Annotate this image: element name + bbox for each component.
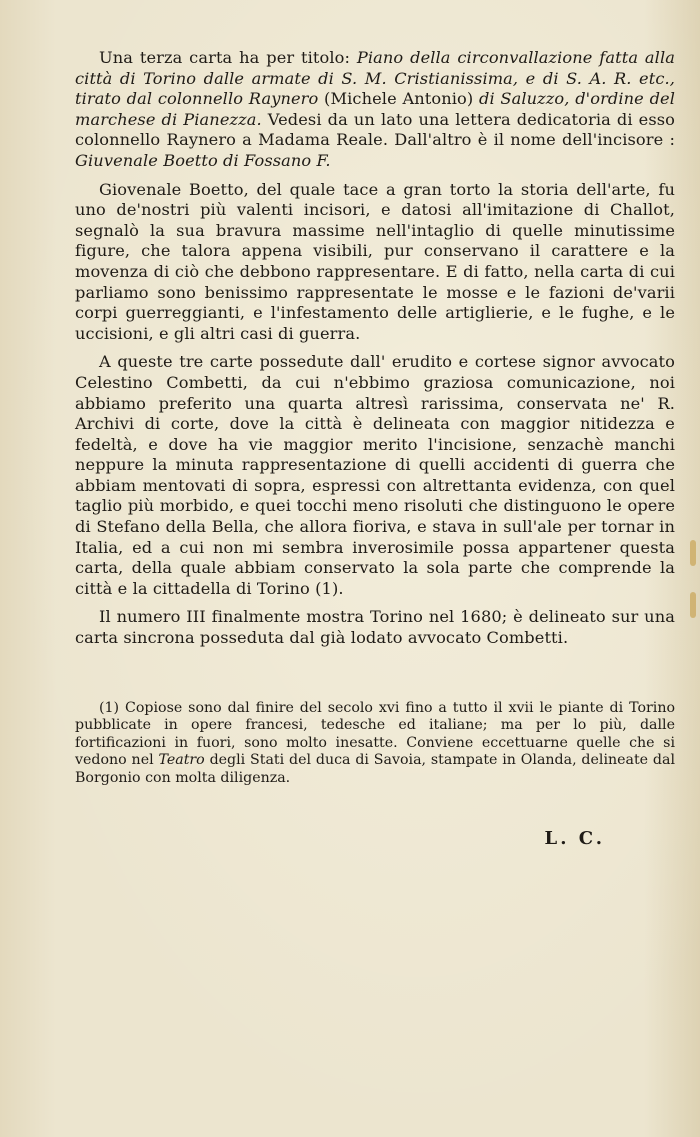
- paragraph-1-segment: Piano della circonvallazione fatta alla città di Torino dalle armate di S. M. Cristianissima, e di S. A. R. etc., tirato dal colonnello Raynero: [75, 48, 675, 109]
- paragraph-4: [75, 607, 675, 648]
- paragraph-1-segment: (Michele Antonio): [318, 89, 479, 109]
- paragraph-3: [75, 352, 675, 599]
- paragraph-1-segment: Una terza carta ha per titolo:: [99, 48, 357, 67]
- paragraph-1-segment: Vedesi da un lato una lettera dedicatoria di esso colonnello Raynero a Madama Reale. Dall'altro è il nome dell'incisore :: [75, 109, 675, 150]
- footnote-segment: (1) Copiose sono dal finire del secolo xvi fino a tutto il xvii le piante di Torino pubblicate in opere francesi, tedesche ed italiane; ma per lo più, dalle fortificazioni in fuori, sono molto inesatte. Conviene eccettuarne quelle che si vedono nel: [75, 700, 675, 769]
- footnote-1: [75, 700, 675, 787]
- paragraph-3-segment: A queste tre carte possedute dall' erudito e cortese signor avvocato Celestino Combetti, da cui n'ebbimo graziosa comunicazione, noi abbiamo preferito una quarta altresì rarissima, conservata ne' R. Archivi di corte, dove la città è delineata con maggior nitidezza e fedeltà, e dove ha vie maggior merito l'incisione, senzachè manchi neppure la minuta rappresentazione di quelli accidenti di guerra che abbiam mentovati di sopra, espressi con altrettanta evidenza, con quel taglio più morbido, e quei tocchi meno risoluti che distinguono le opere di Stefano della Bella, che allora fioriva, e stava in sull'ale per tornar in Italia, ed a cui non mi sembra inverosimile possa appartener questa carta, della quale abbiam conservato la sola parte che comprende la città e la cittadella di Torino (1).: [75, 352, 675, 598]
- page-edge-stain: [690, 540, 696, 566]
- paragraph-2-segment: Giovenale Boetto, del quale tace a gran torto la storia dell'arte, fu uno de'nostri più valenti incisori, e datosi all'imitazione di Challot, segnalò la sua bravura massime nell'intaglio di quelle minutissime figure, che talora appena visibili, pur conservano il carattere e la movenza di ciò che debbono rappresentare. E di fatto, nella carta di cui parliamo sono benissimo rappresentate le mosse e le fazioni de'varii corpi guerreggianti, e l'infestamento delle artiglierie, e le fughe, e le uccisioni, e gli altri casi di guerra.: [75, 179, 675, 343]
- footnote-section: [75, 700, 675, 787]
- body-text: [75, 48, 675, 657]
- paragraph-1: [75, 48, 675, 172]
- footnote-segment: degli Stati del duca di Savoia, stampate in Olanda, delineate dal Borgonio con molta diligenza.: [75, 752, 675, 786]
- paragraph-1-segment: di Saluzzo, d'ordine del marchese di Pianezza.: [75, 89, 675, 129]
- author-signature: L. C.: [544, 828, 605, 849]
- footnote-segment: Teatro: [158, 752, 205, 769]
- paragraph-4-segment: Il numero III finalmente mostra Torino nel 1680; è delineato sur una carta sincrona posseduta dal già lodato avvocato Combetti.: [75, 607, 675, 648]
- page-edge-stain: [690, 592, 696, 618]
- paragraph-1-segment: Giuvenale Boetto di Fossano F.: [75, 150, 331, 170]
- paragraph-2: [75, 180, 675, 345]
